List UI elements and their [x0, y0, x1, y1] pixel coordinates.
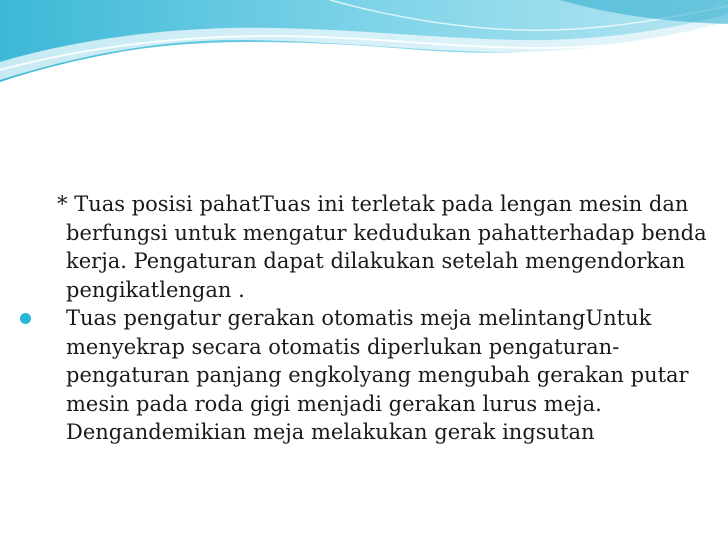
paragraph-tuas-pengatur-gerakan	[20, 304, 710, 447]
paragraph-tuas-posisi-pahat	[20, 190, 710, 304]
slide-body	[20, 190, 710, 447]
paragraph-text: Tuas posisi pahatTuas ini terletak pada lengan mesin dan berfungsi untuk mengatur kedudukan pahatterhadap benda kerja. Pengaturan dapat dilakukan setelah mengendorkan pengikatlengan .	[66, 192, 707, 302]
star-marker: *	[57, 192, 68, 216]
header-wave-decoration	[0, 0, 728, 90]
paragraph-text: Tuas pengatur gerakan otomatis meja melintangUntuk menyekrap secara otomatis diperlukan pengaturan-pengaturan panjang engkolyang mengubah gerakan putar mesin pada roda gigi menjadi gerakan lurus meja. Dengandemikian meja melakukan gerak ingsutan	[66, 306, 689, 444]
bullet-dot-icon	[20, 313, 31, 324]
